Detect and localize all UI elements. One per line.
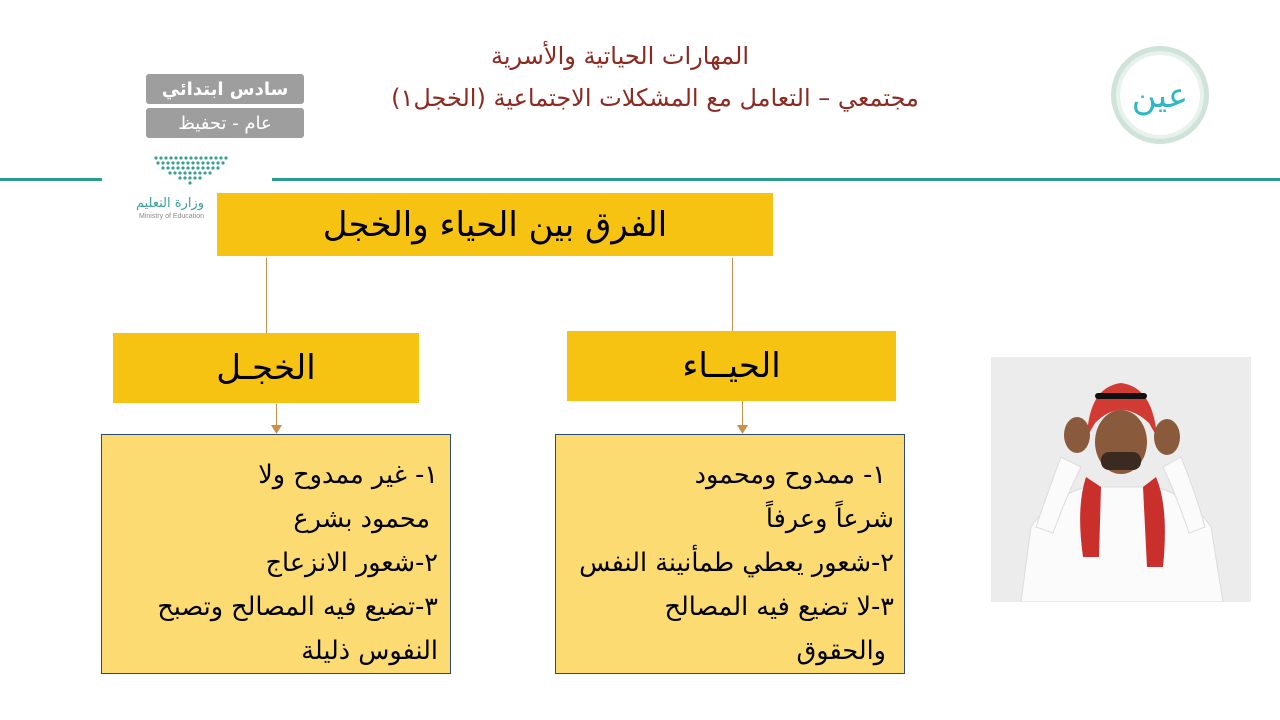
- interpreter-video: [991, 357, 1251, 602]
- shyness-details-box: [101, 434, 451, 674]
- grade-track-badge: عام - تحفيظ: [146, 108, 304, 138]
- detail-line: ٣-لا تضيع فيه المصالح: [664, 592, 894, 622]
- detail-line: شرعاً وعرفاً: [765, 504, 894, 534]
- detail-line: ٢-شعور الانزعاج: [265, 548, 438, 578]
- detail-line: والحقوق: [796, 636, 886, 666]
- connector-root-right: [732, 258, 733, 331]
- branch-shyness-label: الخجـل: [216, 348, 316, 388]
- arrow-down-icon: [271, 425, 282, 434]
- branch-modesty-label: الحيــاء: [682, 346, 781, 386]
- lesson-subtitle: مجتمعي – التعامل مع المشكلات الاجتماعية (الخجل١): [391, 84, 919, 112]
- detail-line: ١- ممدوح ومحمود: [694, 460, 886, 490]
- detail-line: النفوس ذليلة: [301, 636, 438, 666]
- branch-modesty-box: [567, 331, 896, 401]
- detail-line: ٣-تضيع فيه المصالح وتصبح: [157, 592, 438, 622]
- interpreter-figure-icon: [991, 357, 1251, 602]
- diagram-root-box: [217, 193, 773, 256]
- modesty-details-box: [555, 434, 905, 674]
- detail-line: ١- غير ممدوح ولا: [258, 460, 438, 490]
- arrow-down-icon: [737, 425, 748, 434]
- detail-line: ٢-شعور يعطي طمأنينة النفس: [579, 548, 894, 578]
- ministry-name-ar: وزارة التعليم: [135, 196, 204, 211]
- ain-channel-logo: [1110, 45, 1210, 145]
- lesson-title: المهارات الحياتية والأسرية: [491, 42, 749, 70]
- diagram-root-label: الفرق بين الحياء والخجل: [322, 204, 668, 245]
- ain-logo-text: عين: [1131, 76, 1189, 116]
- grade-level-badge: سادس ابتدائي: [146, 74, 304, 104]
- connector-root-left: [266, 258, 267, 333]
- branch-shyness-box: [113, 333, 419, 403]
- ministry-name-en: Ministry of Education: [139, 213, 204, 220]
- detail-line: محمود بشرع: [293, 504, 430, 534]
